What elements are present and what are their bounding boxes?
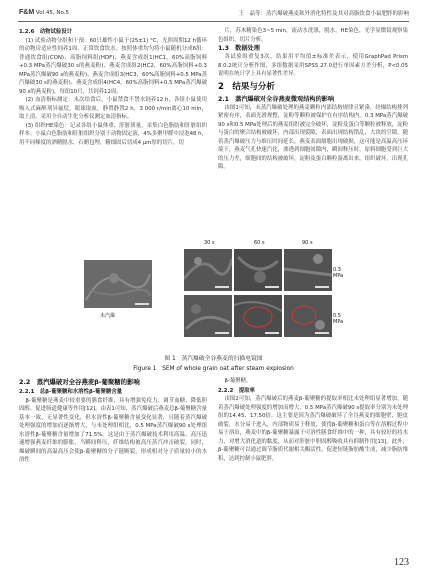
paragraph: (3) 组织HE染色：记录各组小鼠体重、肝脏质量，采集白色脂肪和肝脏组织样本；小鼠白色脂肪和肝脏组织分别于动物固定液，4%多聚甲醛中浸泡48 h，用不同梯度的酒精脱水，石蜡包埋，精细固后切成4 μm厚的切片，切 [19, 122, 207, 146]
label-90s: 90 s [302, 240, 313, 246]
sem-image-untreated [84, 260, 152, 308]
sem-texture [234, 249, 282, 291]
sem-image-0.5mpa-90s [284, 295, 332, 337]
scale-bar [135, 303, 149, 305]
scale-bar [215, 286, 229, 288]
paragraph: (1) 试验动物分组和干预：60只雄性小鼠于(25±1) °C，光照周期12 h循环的动物房适应性饲养1周，正常饮食饮水。按照体重均匀将小鼠随机分成6组：普通饮食组(CON)、高脂饲料组(HDF)、燕麦含成组1(HC1，60%高脂饲料+0.3 MPa蒸汽爆破30 s的燕麦粉)、燕麦含成组2(HC2，60%高脂饲料+0.3 MPa蒸汽爆破90 s的燕麦粉)、燕麦含成组3(HC3，60%高脂饲料+0.5 MPa蒸汽爆破30 s的燕麦粉)、燕麦含成组4(HC4，60%高脂饲料+0.5 MPa蒸汽爆破90 s的燕麦粉)，每组10只，共饲养12周。 [19, 37, 207, 95]
paragraph: 片，苏木精染色3~5 min，流动水洗涤，脱水，HE染色，光学显微镜观察染色组织，切片分析。 [218, 28, 408, 43]
paragraph: 由图2可知，蒸汽爆破后的燕麦β-葡聚糖的提取率相比未处理组显著增加，随着蒸汽爆破处理强度的增加而增大，0.5 MPa蒸汽爆破90 s提取率分别为未处理组的14.45、17.50倍。这主要是因为蒸汽爆破破坏了全谷燕麦的细胞壁，胞皮破裂，水分易于进入，内部物质易于释放，使得β-葡聚糖和蛋白等在溶解过程中易于溶出，燕麦中的β-葡聚糖暴露于可溶性膳食纤维中的一种，具有较好的持水力，对增大消化道的黏度，从而对肝脏中胆固醇吸收具有抑制作用[13]。此外，β-葡聚糖可以通过调节脂质代谢相关酶活性，促进短链脂肪酸生成，减少脂肪堆积，达到控制小鼠肥胖。 [218, 396, 408, 462]
section-heading: 2.1 蒸汽爆破对全谷燕麦微观结构的影响 [218, 95, 335, 103]
section-heading: 2.2 蒸汽爆破对全谷燕麦β-葡聚糖的影响 [19, 378, 140, 386]
sem-texture [234, 295, 282, 337]
sem-texture [284, 295, 332, 337]
section-heading: 2.2.1 总β-葡聚糖和水溶性β-葡聚糖含量 [19, 389, 123, 395]
sem-figure [84, 240, 346, 350]
scale-bar [315, 286, 329, 288]
sem-image-0.3mpa-90s [284, 249, 332, 291]
article-running-title: 王 晶等：蒸汽爆破燕麦麸外消化特性及其对高脂饮食小鼠肥胖的影响 [238, 11, 409, 17]
label-untreated: 未汽爆 [100, 313, 116, 319]
scale-bar [265, 332, 279, 334]
right-column-upper [218, 27, 408, 233]
left-column-upper [19, 27, 207, 233]
scale-bar [215, 332, 229, 334]
journal-volume: Vol.45, No.5 [35, 10, 70, 16]
figure-caption-en: Figure 1 SEM of whole grain oat after steam explosion [133, 366, 294, 372]
paragraph: 各试验组重复3次，结果用平均值±标准差表示，使用GraphPad Prism 8.0.2统计分析作图，多组数据采用SPSS 27.0进行单因素方差分析，P<0.05说明在统计学上具有显著性差异。 [218, 54, 408, 77]
figure-caption-cn: 图 1 蒸汽爆破全谷燕麦的扫描电镜图 [164, 356, 263, 362]
right-column-lower [218, 377, 408, 547]
section-heading: 1.3 数据处理 [218, 45, 260, 52]
label-60s: 60 s [254, 240, 265, 246]
scale-bar [265, 286, 279, 288]
label-30s: 30 s [204, 240, 215, 246]
left-column-lower [19, 377, 207, 547]
journal-logo: F&M [19, 9, 35, 16]
sem-texture [84, 260, 152, 308]
section-heading: 1.2.6 动物试验设计 [19, 29, 73, 35]
paragraph: β-葡聚糖是燕麦中较重要的膳食纤维，具有增强免疫力、调节血糖、降低胆固醇、促进肠道健康等作用[12]。由表1可知，蒸汽爆破后燕麦总β-葡聚糖含量基本一致，无显著性变化，但水溶性β-葡聚糖含量变化显著，且随着蒸汽爆破处理强度的增加而逐渐增大，与未处理组相比，0.5 MPa蒸汽爆破90 s处理组水溶性β-葡聚糖含量增加了71.5%。这是由于蒸汽爆破技术利用高温、高压迅速增强燕麦纤维的膨胀，当瞬间释压，纤维结构被高压蒸汽冲击破裂，同时，爆破瞬间的高温高压会使β-葡聚糖的分子链断裂，形成相对分子质量较小的水溶性 [19, 397, 207, 463]
sem-texture [184, 249, 232, 291]
journal-header [19, 9, 69, 16]
sem-texture [284, 249, 332, 291]
paragraph: β-葡聚糖。 [224, 378, 252, 384]
header-rule [18, 21, 409, 22]
sem-image-0.3mpa-30s [184, 249, 232, 291]
label-0.3mpa: 0.3 MPa [333, 267, 344, 279]
sem-image-0.3mpa-60s [234, 249, 282, 291]
sem-image-0.5mpa-60s [234, 295, 282, 337]
page-number: 123 [394, 557, 409, 568]
paragraph: (2) 血清指标测定：末次给食后，小鼠禁食不禁水饲养12 h，各组小鼠使用吸入式麻醉剂异氟烷，眼球取血，静置静置2 h，3 000 r/min离心10 min，取上清，采用全自动生化分析仪测定血清指标。 [19, 97, 207, 120]
sem-image-0.5mpa-30s [184, 295, 232, 337]
section-heading-major: 2 结果与分析 [218, 81, 275, 92]
scale-bar [315, 332, 329, 334]
section-heading: 2.2.2 提取率 [218, 387, 255, 394]
label-0.5mpa: 0.5 MPa [333, 313, 344, 325]
paragraph: 由图1可知，未蒸汽爆破处理的燕麦颗粒内部结构规律且紧凑，经爆结构排列紧密有序，表面光滑规整，淀粉等颗粒被保护在有序结构内。0.3 MPa蒸汽爆破90 s和0.5 MPa处理后的燕麦组织被完全破坏，淀粉及蛋白等颗粒被释放，淀粉与蛋白的聚合结构被破坏，内部出现裂隙，表面出现结构错乱，大块的空隙，随着蒸汽爆破压力与维压时间延长，燕麦表面细胞出现破损，这可能是高温高压环境下，燕麦气孔快速汽化，渗透到细胞间隙内，瞬间释压时，原料细胞受到巨大的压力差，细胞间的结构被破坏，淀粉及蛋白颗粒游离出来，组织破坏，出现孔隙。 [218, 104, 408, 170]
sem-texture [184, 295, 232, 337]
